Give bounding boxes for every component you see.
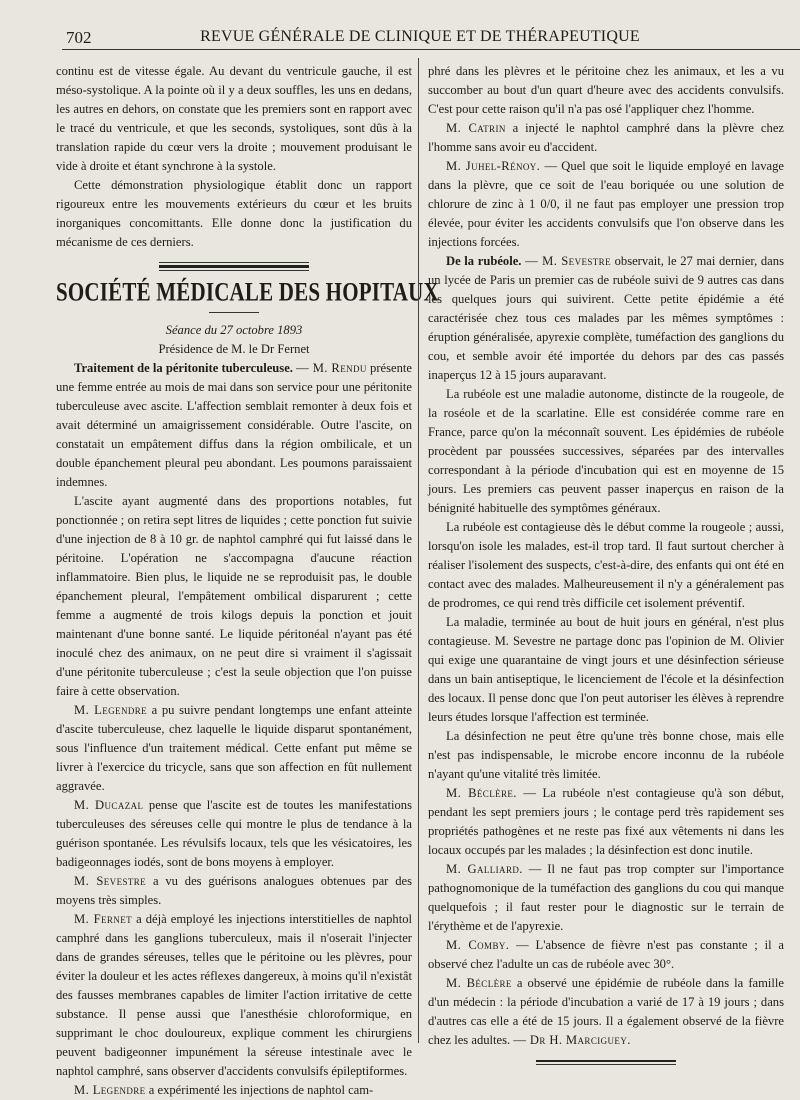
page-number: 702	[66, 28, 92, 47]
speaker: M. Fernet	[74, 912, 132, 926]
speaker: M. Juhel-Rénoy.	[446, 159, 541, 173]
paragraph: De la rubéole. — M. Sevestre observait, le 27 mai dernier, dans un lycée de Paris un premier cas de rubéole suivi de 9 autres cas dans les quelques jours qui suivirent. Cette petite épidémie a été caractérisée chez tous ces malades par les mêmes symptômes : éruption généralisée, apyrexie complète, tuméfaction des ganglions du cou, et semble avoir été importée du dehors par des cas passés inaperçus 12 à 15 jours auparavant.	[428, 254, 784, 382]
paragraph: M. Juhel-Rénoy. — Quel que soit le liquide employé en lavage dans la plèvre, que ce soit de l'eau boriquée ou une solution de chlorure de zinc à 1 0/0, il ne faut pas employer une pression trop élevée, pour éviter les accidents convulsifs que l'on observe dans les injections forcées.	[428, 159, 784, 249]
paragraph: continu est de vitesse égale. Au devant du ventricule gauche, il est méso-systolique. A la pointe où il y a deux souffles, les uns en dedans, les autres en dehors, on constate que les premiers sont en rapport avec le tracé du ventricule, et que les seconds, systoliques, sont dûs à la translation rapide du cœur vers la droite ; mouvement produisant le vide à droite et étant synchrone à la systole.	[56, 64, 412, 173]
speaker: M. Catrin	[446, 121, 506, 135]
section-heading: SOCIÉTÉ MÉDICALE DES HOPITAUX	[56, 276, 439, 307]
paragraph: M. Legendre a pu suivre pendant longtemps une enfant atteinte d'ascite tuberculeuse, chez laquelle le liquide disparut spontanément, sous l'influence d'un traitement médical. Cette enfant put même se livrer à l'exercice du tricycle, sans que son affection en fût nullement aggravée.	[56, 703, 412, 793]
paragraph: M. Béclère. — La rubéole n'est contagieuse qu'à son début, pendant les sept premiers jours ; le contage perd très rapidement ses propriétés pathogènes et ne reste pas fixé aux vêtements ni dans les locaux occupés par les malades ; la désinfection est donc inutile.	[428, 786, 784, 857]
end-ornament	[536, 1060, 676, 1065]
paragraph: L'ascite ayant augmenté dans des proportions notables, fut ponctionnée ; on retira sept litres de liquides ; cette ponction fut suivie d'une injection de 8 à 10 gr. de naphtol camphré qui fut laissé dans le péritoine. L'opération ne s'accompagna d'aucune réaction inflammatoire. Bien plus, le liquide ne se reproduisit pas, le double épanchement pleural, l'empâtement ombilical disparurent ; cette femme a augmenté de trois kilogs depuis la ponction et jouit maintenant d'une bonne santé. Le liquide péritonéal n'ayant pas été inoculé chez des animaux, on ne peut dire si vraiment il s'agissait d'une péritonite tuberculeuse ; c'est la seule objection que l'on puisse faire à cette observation.	[56, 494, 412, 698]
paragraph: Cette démonstration physiologique établit donc un rapport rigoureux entre les mouvements extérieurs du cœur et les bruits inorganiques concomittants. Elle donne donc la justification du mécanisme de ces derniers.	[56, 178, 412, 249]
session-date: Séance du 27 octobre 1893	[165, 323, 303, 337]
speaker: M. Ducazal	[74, 798, 144, 812]
paragraph: M. Legendre a expérimenté les injections de naphtol cam-	[74, 1083, 374, 1097]
column-divider	[418, 58, 419, 1043]
speaker: M. Legendre	[74, 703, 148, 717]
paragraph: M. Ducazal pense que l'ascite est de toutes les manifestations tuberculeuses des séreuses celle qui montre le plus de tendance à la guérison spontanée. Les révulsifs locaux, tels que les vésicatoires, les badigeonnages iodés, sont de bons moyens à employer.	[56, 798, 412, 869]
paragraph: La maladie, terminée au bout de huit jours en général, n'est plus contagieuse. M. Sevestre ne partage donc pas l'opinion de M. Olivier qui exige une quarantaine de vingt jours et une désinfection sérieuse dans un bain antiseptique, le licenciement de l'école et la désinfection des locaux. Il pense donc que l'on peut autoriser les élèves à reprendre leurs études lorsque l'affection est terminée.	[428, 615, 784, 724]
left-column	[56, 62, 439, 1100]
right-column	[428, 62, 784, 1065]
speaker: M. Legendre	[74, 1083, 146, 1097]
topic-title: Traitement de la péritonite tuberculeuse.	[74, 361, 293, 375]
paragraph: Traitement de la péritonite tuberculeuse. — M. Rendu présente une femme entrée au mois de mai dans son service pour une péritonite tuberculeuse avec ascite. L'affection semblait remonter à deux fois et avait déterminé un amaigrissement considérable. Outre l'ascite, on constatait un empâtement diffus dans la région ombilicale, et un double épanchement pleural peu abondant. Les poumons paraissaient indemnes.	[56, 361, 412, 489]
paragraph: M. Comby. — L'absence de fièvre n'est pas constante ; il a observé chez l'adulte un cas de rubéole avec 30°.	[428, 938, 785, 971]
paragraph: phré dans les plèvres et le péritoine chez les animaux, et les a vu succomber au bout d'un quart d'heure avec des accidents convulsifs. C'est pour cette raison qu'il n'a pas osé l'appliquer chez l'homme.	[428, 64, 784, 116]
paragraph: La désinfection ne peut être qu'une très bonne chose, mais elle n'est pas indispensable, le microbe encore inconnu de la rubéole n'ayant qu'une vitalité très limitée.	[428, 729, 784, 781]
heading-rule	[209, 312, 259, 313]
topic-title: De la rubéole.	[446, 254, 522, 268]
author-signature: — Dr H. Marciguey.	[513, 1033, 631, 1047]
speaker: M. Sevestre	[74, 874, 147, 888]
section-ornament	[159, 262, 309, 271]
speaker: — M. Sevestre	[525, 254, 611, 268]
paragraph: La rubéole est contagieuse dès le début comme la rougeole ; aussi, lorsqu'on isole les malades, est-il trop tard. Il faut surtout chercher à réaliser l'isolement des suspects, c'est-à-dire, des enfants qui ont été en contact avec des malades. Malheureusement il n'y a généralement pas de prodromes, ce qui rend très difficile cet isolement préventif.	[428, 520, 784, 610]
paragraph: La rubéole est une maladie autonome, distincte de la rougeole, de la roséole et de la scarlatine. Elle est considérée comme rare en France, parce qu'on la méconnaît souvent. Les épidémies de rubéole procèdent par poussées successives, séparées par des intervalles correspondant à la période d'incubation qui est en moyenne de 15 jours. Les premiers cas peuvent passer inaperçus en raison de la bénignité habituelle des symptômes généraux.	[428, 387, 784, 515]
speaker: M. Béclère	[446, 976, 512, 990]
speaker: M. Comby.	[446, 938, 510, 952]
paragraph: M. Sevestre a vu des guérisons analogues obtenues par des moyens très simples.	[56, 874, 412, 907]
speaker: M. Galliard.	[446, 862, 523, 876]
speaker: M. Béclère.	[446, 786, 517, 800]
paragraph: M. Fernet a déjà employé les injections interstitielles de naphtol camphré dans les ganglions tuberculeux, mais il n'oserait l'injecter dans de grandes séreuses, telles que le péritoine ou les plèvres, pour éviter la douleur et les actes réflexes dangereux, à moins qu'il n'existât des fausses membranes capables de limiter l'action irritative de cette substance. Il pense aussi que l'anesthésie chloroformique, en supprimant le choc douloureux, explique comment les chirurgiens peuvent badigeonner impunément la séreuse intestinale avec le naphtol camphré, sans observer d'accidents convulsifs épileptiformes.	[56, 912, 412, 1078]
paragraph: M. Béclère a observé une épidémie de rubéole dans la famille d'un médecin : la période d'incubation a varié de 17 à 19 jours ; dans d'autres cas elle a été de 15 jours. Il a également observé de la fièvre chez les adultes. — Dr H. Marciguey.	[428, 976, 784, 1047]
speaker: — M. Rendu	[296, 361, 367, 375]
page-header	[0, 22, 800, 52]
running-title: REVUE GÉNÉRALE DE CLINIQUE ET DE THÉRAPEUTIQUE	[200, 28, 640, 45]
presidency: Présidence de M. le Dr Fernet	[158, 342, 310, 356]
header-rule	[62, 49, 800, 50]
paragraph: M. Galliard. — Il ne faut pas trop compter sur l'importance pathognomonique de la tuméfaction des ganglions du cou qui manque quelquefois ; il faut rester pour le diagnostic sur le terrain de l'érythème et de l'apyrexie.	[428, 862, 784, 933]
paragraph: M. Catrin a injecté le naphtol camphré dans la plèvre chez l'homme sans avoir eu d'accident.	[428, 121, 784, 154]
